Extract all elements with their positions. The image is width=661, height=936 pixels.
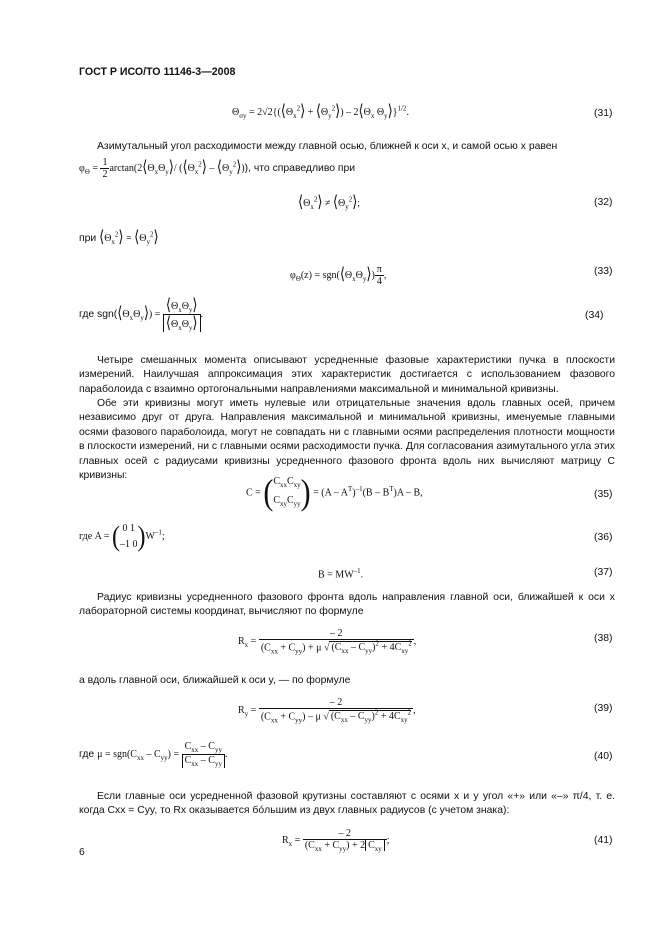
equation-number-34: (34): [585, 310, 604, 321]
equation-number-33: (33): [594, 266, 613, 277]
paragraph-curvature: Обе эти кривизны могут иметь нулевые или отрицательные значения вдоль главных осей, причем независимо друг от друга. Направления максимальной и минимальной кривизны, именуемые главными осями фазового параболоида, могут не совпадать ни с главными осями распределения плотности мощности в плоскости измерений, ни с главными осями расходимости пучка. Для согласования азимутального угла этих главных осей с радиусами кривизны усредненного фазового фронта вдоль них вычисляют матрицу C кривизны:: [79, 398, 615, 482]
equation-41: $R_x$ = $\frac{- 2}{(C_{xx} + C_{yy}) + 2 C_{xy}}$ ;: [282, 828, 390, 853]
equation-31: $\Theta_{\sigma y}$ = $2√2\{(⟨\Theta_x^2⟩$ + $⟨\Theta_y^2⟩$) – $2⟨\Theta_x$ $\Theta_y⟩\}^{1/2}$.: [232, 101, 409, 120]
paragraph-along-y: а вдоль главной оси, ближайшей к оси y, — по формуле: [79, 675, 351, 686]
where-mu-text: где: [79, 748, 95, 760]
paragraph-mixed-moments: Четыре смешанных момента описывают усредненные фазовые характеристики пучка в плоскости измерений. Наилучшая аппроксимация этих характеристик достигается с использованием фазового параболоида с взаимно ортогональными направлениями максимальной и минимальной кривизны.: [79, 355, 615, 395]
equation-33: $\varphi_\Theta(z)$ = $sgn(⟨\Theta_x\Theta_y⟩)$ $\frac{\pi}{4}$ ,: [290, 263, 387, 287]
page-number: 6: [79, 847, 85, 858]
equation-number-32: (32): [594, 197, 613, 208]
document-header: ГОСТ Р ИСО/ТО 11146-3—2008: [79, 66, 236, 78]
equation-39: $R_y$ = $\frac{- 2}{(C_{xx} + C_{yy}) - \mu √ (C_{xx} - C_{yy})^2 + 4C_{xy}^2}$ ,: [238, 697, 416, 725]
equation-number-37: (37): [594, 567, 613, 578]
equation-number-36: (36): [594, 532, 613, 543]
equation-32: $⟨\Theta_x^2⟩$ ≠ $⟨\Theta_y^2⟩$;: [298, 192, 361, 211]
equation-number-38: (38): [594, 633, 613, 644]
paragraph-azimuth: Азимутальный угол расходимости между главной осью, ближней к оси x, и самой осью x равен: [97, 141, 558, 152]
where1-text: где sgn(: [79, 308, 118, 320]
equation-35: C = ( $C_{xx}C_{xy}$ $C_{xy}C_{yy}$ ) = $(A - A^T)^{-1}(B - B^T)A$ – B,: [246, 472, 423, 513]
equation-number-31: (31): [594, 108, 613, 119]
equation-number-35: (35): [594, 489, 613, 500]
equation-36: где A = ( 0 1 –1 0 )$W^{-1}$;: [79, 520, 165, 552]
equation-azimuth: $\varphi_\Theta$ = $\frac{1}{2}$ $\arctan(2⟨\Theta_x\Theta_y⟩/$ ($⟨\Theta_x^2⟩$ – $⟨\Theta_y^2⟩$)), что справедливо при: [79, 156, 356, 180]
equation-number-39: (39): [594, 703, 613, 714]
valid-if-text: ), что справедливо при: [244, 162, 356, 174]
equation-34: где $sgn(⟨\Theta_x\Theta_y⟩)$ = $\frac{⟨\Theta_x\Theta_y⟩}{⟨\Theta_x\Theta_y⟩}$ .: [79, 295, 203, 332]
equation-number-40: (40): [594, 751, 613, 762]
condition-line: при $⟨\Theta_x^2⟩$ = $⟨\Theta_y^2⟩$: [79, 227, 159, 246]
paragraph-radius: Радиус кривизны усредненного фазового фронта вдоль направления главной оси, ближайшей к оси x лабораторной системы координат, вычисляют по формуле: [79, 592, 615, 618]
equation-40: где $\mu = sgn(C_{xx} - C_{yy})$ = $\frac{C_{xx} - C_{yy}}{C_{xx} - C_{yy}}$ .: [79, 741, 228, 768]
paragraph-last: Если главные оси усредненной фазовой крутизны составляют с осями x и y угол «+» или «–» π/4, т. е. когда Cxx = Cyy, то Rx оказывается бóльшим из двух главных радиусов (с учетом знака):: [79, 791, 615, 817]
equation-37: $B = MW^{-1}$.: [318, 567, 364, 581]
at-text: при: [79, 233, 97, 244]
equation-number-41: (41): [594, 835, 613, 846]
equation-38: $R_x$ = $\frac{- 2}{(C_{xx} + C_{yy}) + \mu √ (C_{xx} - C_{yy})^2 + 4C_{xy}^2}$ ,: [238, 628, 417, 656]
